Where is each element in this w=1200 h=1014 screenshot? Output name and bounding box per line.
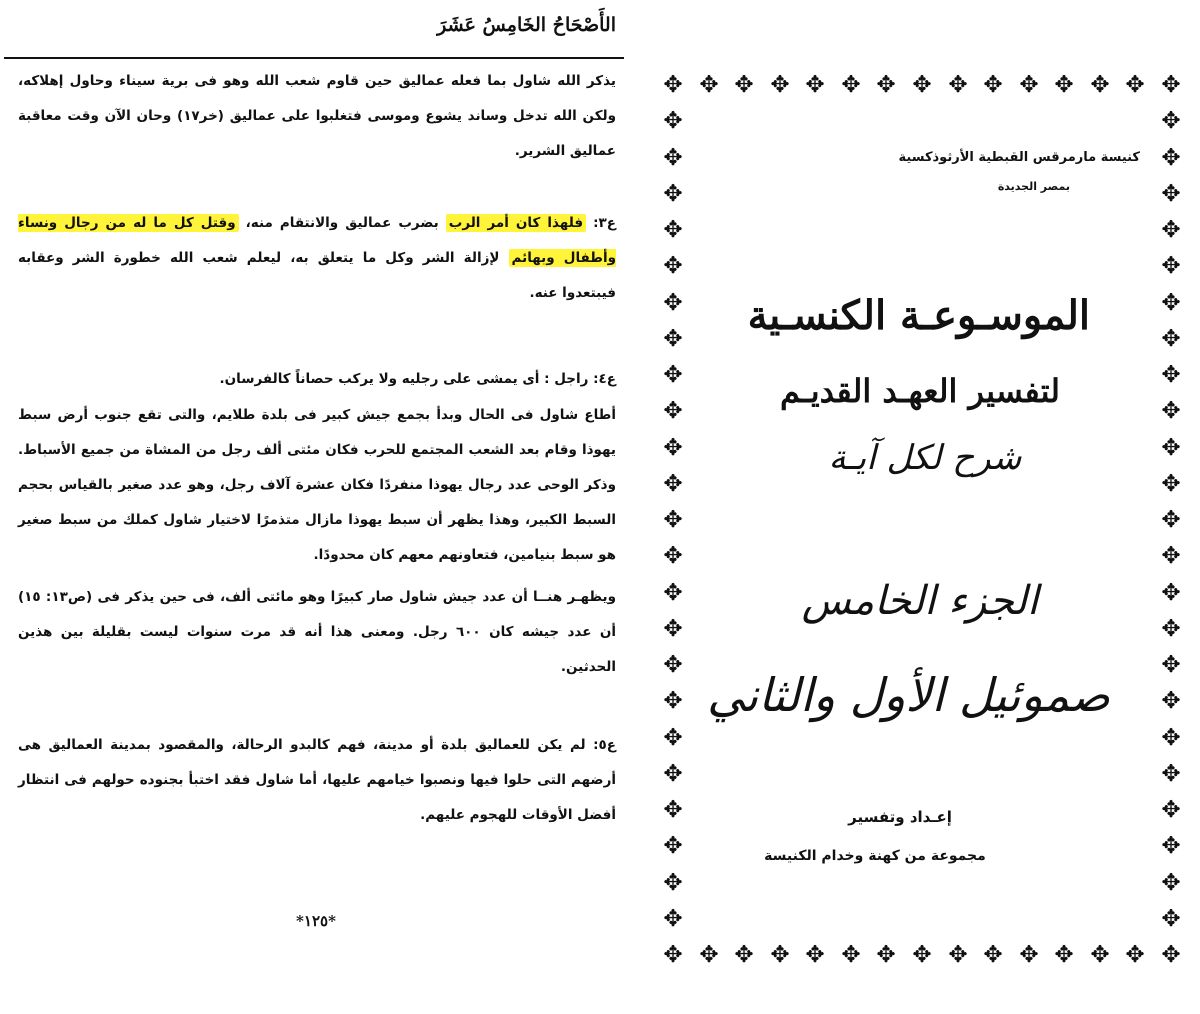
paragraph-text: لم يكن للعماليق بلدة أو مدينة، فهم كالبدو الرحالة، والمقصود بمدينة العماليق هى أرضهم التى حلوا فيها ونصبوا خيامهم عليها، أما شاول فقد اختبأ بجنوده حولهم فى انتظار أفضل الأوقات للهجوم عليهم. (18, 737, 616, 823)
coptic-cross-icon: ✥ (663, 870, 683, 896)
church-city: بمصر الجديدة (997, 180, 1070, 193)
coptic-cross-icon: ✥ (1161, 906, 1181, 932)
book-title: صموئيل الأول والثاني (707, 668, 1110, 722)
header-divider (4, 57, 624, 59)
coptic-cross-icon: ✥ (663, 942, 683, 968)
coptic-cross-icon: ✥ (663, 362, 683, 388)
coptic-cross-icon: ✥ (1161, 145, 1181, 171)
coptic-cross-icon: ✥ (663, 290, 683, 316)
coptic-cross-icon: ✥ (1125, 942, 1145, 968)
paragraph-text: لإزالة الشر وكل ما يتعلق به، ليعلم شعب الله خطورة الشر وعقابه فيبتعدوا عنه. (18, 250, 616, 301)
coptic-cross-icon: ✥ (734, 942, 754, 968)
coptic-cross-icon: ✥ (805, 72, 825, 98)
cover-explanation: شرح لكل آيـة (828, 438, 1022, 478)
coptic-cross-icon: ✥ (1161, 761, 1181, 787)
coptic-cross-icon: ✥ (1161, 688, 1181, 714)
chapter-title: الأَصْحَاحُ الخَامِسُ عَشَرَ (437, 14, 616, 36)
coptic-cross-icon: ✥ (770, 72, 790, 98)
coptic-cross-icon: ✥ (1161, 833, 1181, 859)
coptic-cross-icon: ✥ (983, 942, 1003, 968)
coptic-cross-icon: ✥ (1161, 543, 1181, 569)
coptic-cross-icon: ✥ (1161, 217, 1181, 243)
coptic-cross-icon: ✥ (663, 181, 683, 207)
coptic-cross-icon: ✥ (1054, 72, 1074, 98)
cover-subtitle: لتفسير العهـد القديـم (780, 372, 1060, 410)
paragraph-verse-4 (18, 362, 616, 397)
coptic-cross-icon: ✥ (663, 507, 683, 533)
coptic-cross-icon: ✥ (841, 942, 861, 968)
coptic-cross-icon: ✥ (1161, 942, 1181, 968)
coptic-cross-icon: ✥ (663, 398, 683, 424)
coptic-cross-icon: ✥ (912, 942, 932, 968)
coptic-cross-icon: ✥ (663, 72, 683, 98)
church-name: كنيسة مارمرقس القبطية الأرثوذكسية (898, 150, 1140, 165)
coptic-cross-icon: ✥ (734, 72, 754, 98)
coptic-cross-icon: ✥ (663, 688, 683, 714)
coptic-cross-icon: ✥ (663, 471, 683, 497)
coptic-cross-icon: ✥ (1161, 870, 1181, 896)
coptic-cross-icon: ✥ (663, 580, 683, 606)
coptic-cross-icon: ✥ (1161, 181, 1181, 207)
coptic-cross-icon: ✥ (1161, 797, 1181, 823)
coptic-cross-icon: ✥ (1161, 362, 1181, 388)
paragraph-text: بضرب عماليق والانتقام منه، (238, 215, 439, 231)
coptic-cross-icon: ✥ (983, 72, 1003, 98)
coptic-cross-icon: ✥ (1090, 942, 1110, 968)
paragraph-intro (18, 64, 616, 169)
coptic-cross-icon: ✥ (1161, 398, 1181, 424)
coptic-cross-icon: ✥ (663, 797, 683, 823)
book-cover (640, 0, 1200, 1014)
coptic-cross-icon: ✥ (663, 253, 683, 279)
coptic-cross-icon: ✥ (1161, 108, 1181, 134)
coptic-cross-icon: ✥ (1019, 72, 1039, 98)
coptic-cross-icon: ✥ (663, 833, 683, 859)
paragraph-text: يذكر الله شاول بما فعله عماليق حين قاوم شعب الله وهو فى برية سيناء وحاول إهلاكه، ولكن الله تدخل وساند يشوع وموسى فتغلبوا على عماليق (خر١٧) وحان الآن وقت معاقبة عماليق الشرير. (18, 73, 616, 159)
coptic-cross-icon: ✥ (1161, 616, 1181, 642)
coptic-cross-icon: ✥ (663, 326, 683, 352)
coptic-cross-icon: ✥ (663, 543, 683, 569)
coptic-cross-icon: ✥ (663, 906, 683, 932)
coptic-cross-icon: ✥ (1019, 942, 1039, 968)
highlighted-text: وقتل كل ما له من رجال ونساء وأطفال وبهائم (18, 215, 617, 266)
coptic-cross-icon: ✥ (699, 942, 719, 968)
page-number: *١٢٥* (296, 912, 336, 930)
coptic-cross-icon: ✥ (663, 217, 683, 243)
coptic-cross-icon: ✥ (1161, 725, 1181, 751)
verse-number: ع٣: (593, 215, 616, 231)
paragraph-text: راجل : أى يمشى على رجليه ولا يركب حصاناً كالفرسان. (219, 371, 589, 387)
verse-number: ع٤: (593, 371, 616, 387)
verse-number: ع٥: (593, 737, 616, 753)
coptic-cross-icon: ✥ (1161, 326, 1181, 352)
coptic-cross-icon: ✥ (663, 725, 683, 751)
prepared-by: إعـداد وتفسير (848, 808, 952, 826)
coptic-cross-icon: ✥ (663, 761, 683, 787)
coptic-cross-icon: ✥ (876, 72, 896, 98)
authors: مجموعة من كهنة وخدام الكنيسة (764, 848, 986, 864)
coptic-cross-icon: ✥ (1125, 72, 1145, 98)
paragraph-text: أطاع شاول فى الحال وبدأ بجمع جيش كبير فى بلدة طلايم، والتى تقع جنوب أرض سبط يهوذا وقام بعد الشعب المجتمع للحرب فكان مئتى ألف رجل من المشاة من جميع الأسباط. وذكر الوحى عدد رجال يهوذا منفردًا فكان عشرة آلاف رجل، وهو عدد صغير بالقياس بحجم السبط الكبير، وهذا يظهر أن سبط يهوذا مازال متذمرًا لاختيار شاول كملك من سبط صغير هو سبط بنيامين، فتعاونهم معهم كان محدودًا. (18, 407, 616, 563)
coptic-cross-icon: ✥ (1161, 471, 1181, 497)
coptic-cross-icon: ✥ (948, 72, 968, 98)
paragraph-army (18, 398, 616, 573)
part-label: الجزء الخامس (801, 578, 1039, 624)
coptic-cross-icon: ✥ (1161, 507, 1181, 533)
coptic-cross-icon: ✥ (699, 72, 719, 98)
coptic-cross-icon: ✥ (912, 72, 932, 98)
coptic-cross-icon: ✥ (1090, 72, 1110, 98)
coptic-cross-icon: ✥ (1161, 72, 1181, 98)
coptic-cross-icon: ✥ (805, 942, 825, 968)
paragraph-verse-5 (18, 728, 616, 833)
coptic-cross-icon: ✥ (663, 616, 683, 642)
coptic-cross-icon: ✥ (948, 942, 968, 968)
paragraph-text: ويظهـر هنــا أن عدد جيش شاول صار كبيرًا وهو مائتى ألف، فى حين يذكر فى (ص١٣: ١٥) أن عدد جيشه كان ٦٠٠ رجل. ومعنى هذا أنه قد مرت سنوات ليست بقليلة بين هذين الحدثين. (18, 589, 616, 675)
coptic-cross-icon: ✥ (663, 435, 683, 461)
coptic-cross-icon: ✥ (663, 652, 683, 678)
paragraph-verse-3 (18, 206, 616, 311)
coptic-cross-icon: ✥ (1161, 253, 1181, 279)
coptic-cross-icon: ✥ (663, 145, 683, 171)
paragraph-army-size (18, 580, 616, 685)
coptic-cross-icon: ✥ (663, 108, 683, 134)
coptic-cross-icon: ✥ (1161, 580, 1181, 606)
coptic-cross-icon: ✥ (1161, 435, 1181, 461)
coptic-cross-icon: ✥ (770, 942, 790, 968)
highlighted-text: فلهذا كان أمر الرب (446, 214, 586, 232)
encyclopedia-title: الموسـوعـة الكنسـية (747, 292, 1090, 339)
coptic-cross-icon: ✥ (1161, 290, 1181, 316)
coptic-cross-icon: ✥ (1161, 652, 1181, 678)
coptic-cross-icon: ✥ (841, 72, 861, 98)
coptic-cross-icon: ✥ (1054, 942, 1074, 968)
coptic-cross-icon: ✥ (876, 942, 896, 968)
